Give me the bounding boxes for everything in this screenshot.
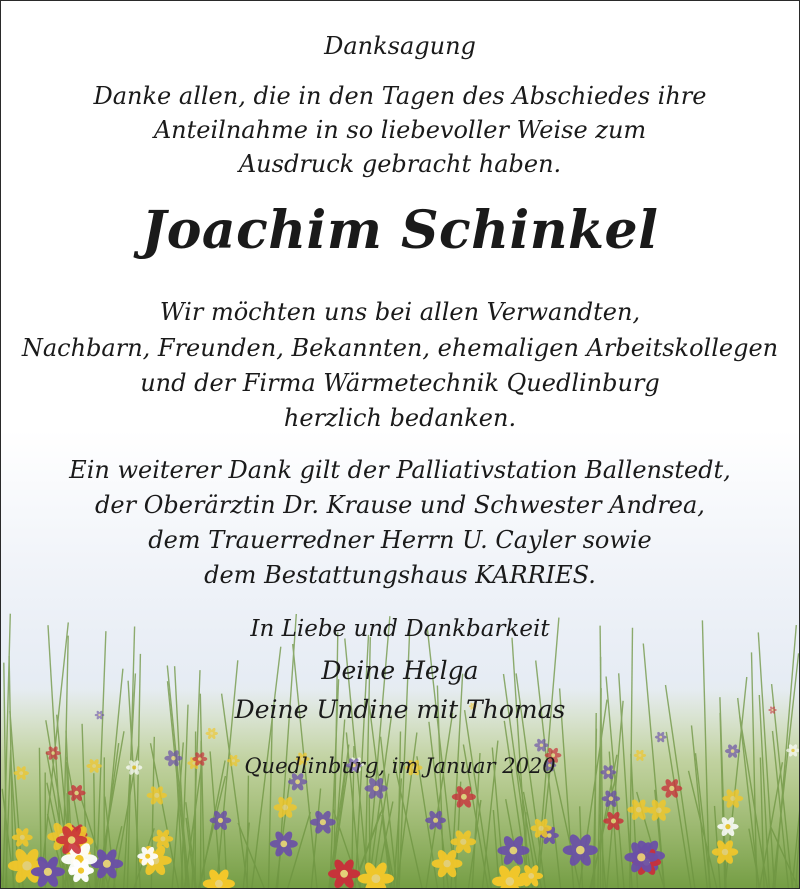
- intro-line-1: Danke allen, die in den Tagen des Abschiedes ihre: [93, 82, 707, 110]
- signature-1: Deine Helga: [321, 656, 479, 685]
- intro-line-2: Anteilnahme in so liebevoller Weise zum: [153, 116, 647, 144]
- place-date: Quedlinburg, im Januar 2020: [244, 754, 556, 778]
- signature-2: Deine Undine mit Thomas: [234, 695, 566, 724]
- heading: Danksagung: [324, 32, 476, 60]
- closing-line: In Liebe und Dankbarkeit: [250, 616, 550, 642]
- thanks-line-3: und der Firma Wärmetechnik Quedlinburg: [140, 369, 660, 397]
- further-line-2: der Oberärztin Dr. Krause und Schwester Andrea,: [95, 491, 705, 519]
- thanks-line-4: herzlich bedanken.: [283, 404, 517, 432]
- further-line-3: dem Trauerredner Herrn U. Cayler sowie: [148, 526, 652, 554]
- intro-line-3: Ausdruck gebracht haben.: [238, 150, 562, 178]
- thanks-line-2: Nachbarn, Freunden, Bekannten, ehemaligen Arbeitskollegen: [21, 334, 779, 362]
- deceased-name: Joachim Schinkel: [141, 200, 659, 261]
- further-line-1: Ein weiterer Dank gilt der Palliativstation Ballenstedt,: [69, 456, 731, 484]
- thanks-line-1: Wir möchten uns bei allen Verwandten,: [159, 298, 641, 326]
- further-line-4: dem Bestattungshaus KARRIES.: [204, 561, 596, 589]
